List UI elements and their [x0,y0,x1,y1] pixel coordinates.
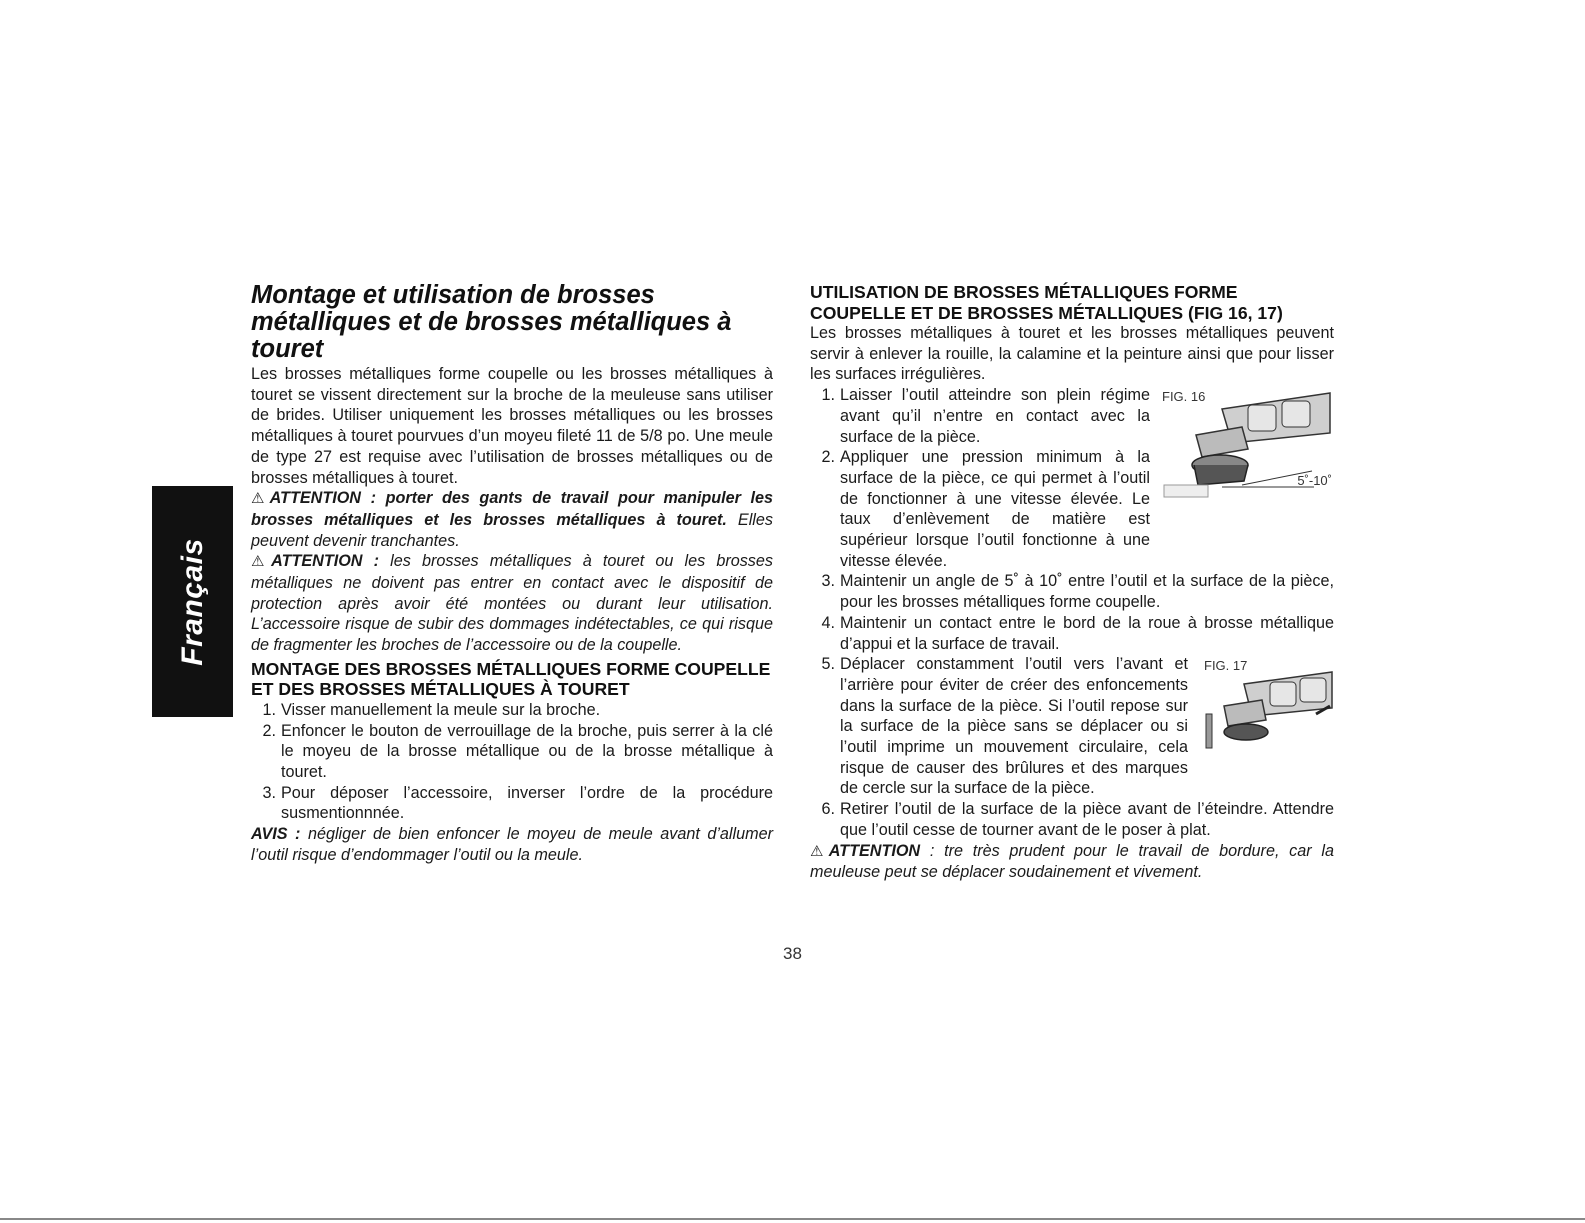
right-column [810,282,1334,883]
language-tab [152,486,233,717]
figure-16-label: FIG. 16 [1162,389,1206,405]
grinder-wheel-brush-icon [1204,656,1334,752]
list-item: 1. Visser manuellement la meule sur la broche. [262,700,601,719]
mounting-steps [251,700,773,824]
bottom-rule [0,1218,1585,1220]
edge-warning-text: : tre très prudent pour le travail de bordure, car la meuleuse peut se déplacer soudainement et vivement. [810,841,1334,882]
list-item: 2. Appliquer une pression minimum à la surface de la pièce, ce qui permet à l’outil de fonctionner à une vitesse élevée. Le taux d’enlèvement de matière est supérieur lorsque l’outil fonctionne à une vitesse élevée. [821,448,1150,570]
figure-17-label: FIG. 17 [1204,658,1248,674]
warning-gloves [251,488,773,551]
notice [251,824,773,865]
list-item: 3. Maintenir un angle de 5˚ à 10˚ entre l’outil et la surface de la pièce, pour les brosses métalliques forme coupelle. [821,572,1334,612]
figure-16 [1162,387,1334,499]
page-number: 38 [783,944,802,963]
right-intro: Les brosses métalliques à touret et les brosses métalliques peuvent servir à enlever la rouille, la calamine et la peinture ainsi que pour lisser les surfaces irrégulières. [810,324,1334,384]
warning-guard-text: les brosses métalliques à touret ou les brosses métalliques ne doivent pas entrer en contact avec le dispositif de protection après avoir été montées ou durant leur utilisation. L’accessoire risque de subir des dommages indétectables, ce qui risque de fragmenter les broches de l’accessoire ou de la coupelle. [251,552,774,655]
list-item: FIG. 16 5˚-10˚ 1. Laisser l’outil atteindre son plein régime avant qu’il n’entre en contact avec la surface de la pièce. [810,385,1334,447]
warning-guard [251,551,773,656]
notice-text: négliger de bien enfoncer le moyeu de meule avant d’allumer l’outil risque d’endommager l’outil ou la meule. [251,825,774,864]
notice-label: AVIS : [251,825,301,844]
usage-subheading: UTILISATION DE BROSSES MÉTALLIQUES FORME COUPELLE ET DE BROSSES MÉTALLIQUES (FIG 16, 17) [810,282,1283,323]
angle-label: 5˚-10˚ [1297,473,1332,489]
warning-gloves-text: porter des gants de travail pour manipuler les brosses métalliques et les brosses métalliques à touret. [251,489,774,529]
list-item: 4. Maintenir un contact entre le bord de la roue à brosse métallique d’appui et la surface de travail. [821,613,1334,653]
figure-17 [1204,656,1334,752]
left-column [251,282,773,865]
warning-triangle-icon: ⚠ [251,490,270,508]
list-item: 6. Retirer l’outil de la surface de la pièce avant de l’éteindre. Attendre que l’outil cesse de tourner avant de le poser à plat. [821,800,1334,839]
warning-triangle-icon: ⚠ [251,553,272,571]
list-item: 3. Pour déposer l’accessoire, inverser l’ordre de la procédure susmentionnnée. [262,783,773,823]
warning-label: ATTENTION : [269,489,376,508]
left-intro: Les brosses métalliques forme coupelle ou les brosses métalliques à touret se vissent directement sur la broche de la meuleuse sans utiliser de brides. Utiliser uniquement les brosses métalliques ou les brosses métalliques à touret pourvues d’un moyeu fileté 11 de 5/8 po. Une meule de type 27 est requise avec l’utilisation de brosses métalliques ou de brosses métalliques à touret. [251,365,773,487]
mounting-subheading: MONTAGE DES BROSSES MÉTALLIQUES FORME COUPELLE ET DES BROSSES MÉTALLIQUES À TOURET [251,658,771,700]
section-title: Montage et utilisation de brosses métalliques et de brosses métalliques à touret [251,281,732,363]
warning-triangle-icon: ⚠ [810,842,829,860]
language-tab-label: Français [175,537,209,666]
list-item: FIG. 17 5. Déplacer constamment l’outil vers l’avant et l’arrière pour éviter de créer des enfoncements dans la surface de la pièce. Si l’outil repose sur la surface de la pièce sans se déplacer ou si l’outil imprime un mouvement circulaire, cela risque de causer des brûlures et des marques de cercle sur la surface de la pièce. [810,654,1334,799]
warning-gloves-note: Elles peuvent devenir tranchantes. [251,510,773,550]
edge-warning [810,841,1334,883]
warning-label: ATTENTION [828,841,921,860]
list-item: 2. Enfoncer le bouton de verrouillage de la broche, puis serrer à la clé le moyeu de la brosse métallique ou de la brosse métallique à touret. [262,721,773,781]
warning-label: ATTENTION : [271,552,380,571]
usage-steps [810,385,1334,840]
